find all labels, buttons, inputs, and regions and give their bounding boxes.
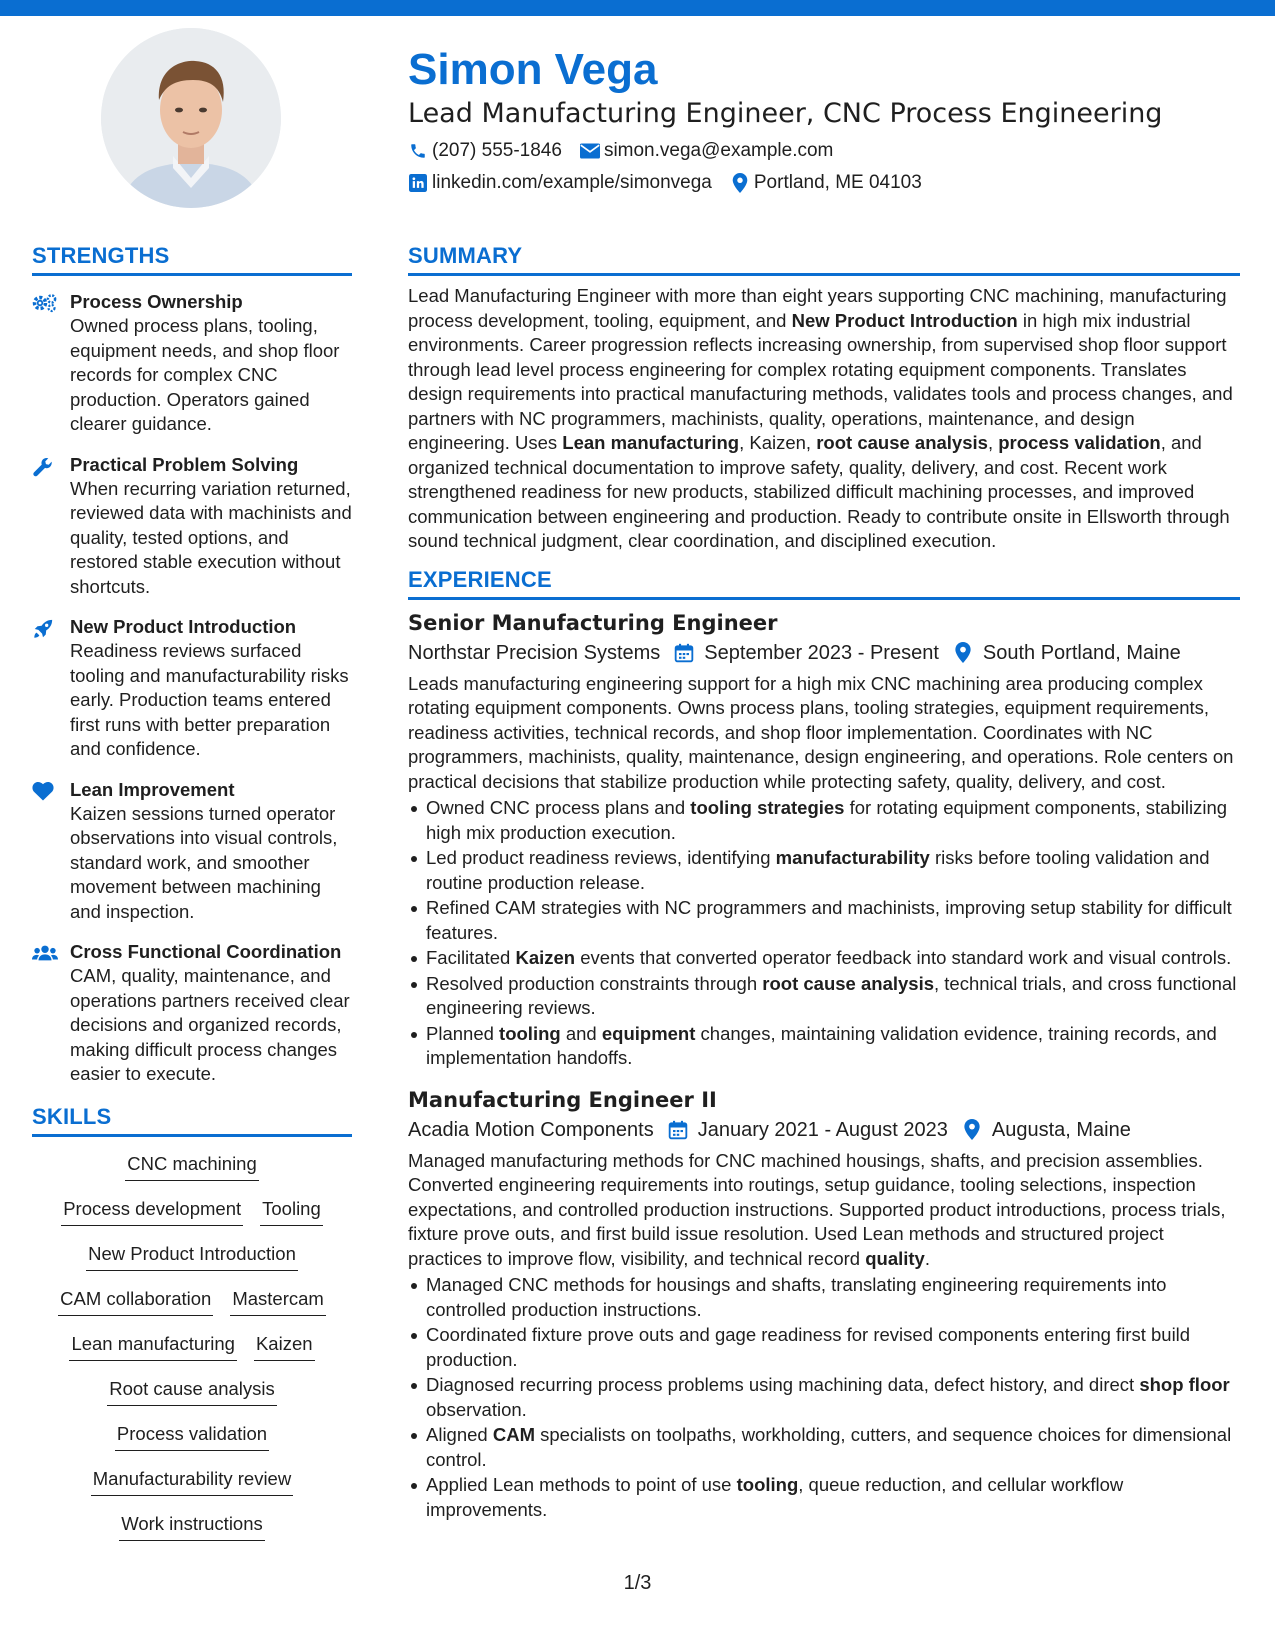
skill-tag: Lean manufacturing [69, 1331, 237, 1361]
experience-heading: EXPERIENCE [408, 566, 552, 592]
bold-text: New Product Introduction [791, 309, 1018, 331]
strength-title: New Product Introduction [70, 616, 297, 637]
bullet-item [408, 1473, 1240, 1522]
skill-tag: CAM collaboration [58, 1286, 213, 1316]
avatar [101, 28, 281, 208]
text-run: , Kaizen, [739, 432, 817, 453]
job-description: Leads manufacturing engineering support for a high mix CNC machining area producing complex rotating equipment components. Owns process plans, tooling strategies, equipment requirements, readiness activities, technical records, and shop floor implementation. Coordinates with NC programmers, machinists, quality, maintenance, design engineering, and operations. Role centers on practical decisions that stabilize production while protecting safety, quality, delivery, and cost. [408, 672, 1234, 792]
candidate-title: Lead Manufacturing Engineer, CNC Process Engineering [408, 98, 1163, 129]
section-divider [32, 1134, 352, 1137]
bullet-item [408, 1022, 1240, 1071]
section-divider [408, 597, 1240, 600]
skill-row [32, 1511, 352, 1556]
job-title: Senior Manufacturing Engineer [408, 610, 778, 635]
company-name: Northstar Precision Systems [408, 641, 661, 664]
page-number: 1/3 [623, 1572, 652, 1594]
skills-heading: SKILLS [32, 1103, 112, 1129]
summary-heading: SUMMARY [408, 243, 523, 268]
bullet-item [408, 946, 1240, 971]
strength-desc: Readiness reviews surfaced tooling and manufacturability risks early. Production teams entered first runs with better preparation and confidence. [70, 640, 349, 759]
skill-tag: Process validation [115, 1421, 269, 1451]
text-run: risks before tooling validation and routine production release. [426, 847, 1210, 893]
text-run: Resolved production constraints through [426, 972, 763, 994]
contact-row-2 [408, 170, 1238, 196]
bold-text: root cause analysis [816, 432, 988, 453]
strength-desc: When recurring variation returned, reviewed data with machinists and quality, tested options, and restored stable execution without shortcuts. [70, 477, 352, 597]
job-meta [408, 638, 1240, 668]
text-run: , [987, 432, 999, 453]
bold-text: tooling strategies [690, 797, 845, 818]
strength-desc: Owned process plans, tooling, equipment needs, and shop floor records for complex CNC production. Operators gained clearer guidance. [70, 315, 340, 434]
envelope-icon [580, 141, 600, 161]
text-run: Managed CNC methods for housings and shafts, translating engineering requirements into controlled production instructions. [426, 1274, 1167, 1320]
map-pin-icon [960, 1118, 984, 1142]
skill-tag: Work instructions [119, 1511, 265, 1541]
job-description [408, 1149, 1240, 1272]
gears-icon [32, 290, 70, 437]
calendar-icon [672, 641, 696, 665]
text-run: Managed manufacturing methods for CNC machined housings, shafts, and precision assemblies. Converted engineering requirements into routings, setup guidance, tooling selections, inspection expectations, and controlled production instructions. Supported product introductions, process trials, fixture prove outs, and first build issue resolution. Used Lean methods and structured project practices to improve flow, visibility, and technical record [408, 1149, 1226, 1269]
strength-title: Practical Problem Solving [70, 453, 299, 475]
text-run: Applied Lean methods to point of use [426, 1474, 737, 1495]
map-pin-icon [730, 173, 750, 193]
location-text: Portland, ME 04103 [753, 172, 922, 193]
skill-tag: New Product Introduction [86, 1241, 298, 1271]
text-run: . [924, 1247, 930, 1269]
bold-text: root cause analysis [762, 972, 935, 994]
text-run: , and organized technical documentation to improve safety, quality, delivery, and cost. Recent work strengthened readiness for new products, stabilized difficult machining processes, and improved communication between engineering and production. Ready to contribute onsite in Ellsworth through sound technical judgment, clear coordination, and disciplined execution. [408, 432, 1230, 551]
strength-title: Lean Improvement [70, 778, 235, 800]
summary-text [408, 284, 1240, 554]
text-run: in high mix industrial environments. Career progression reflects increasing ownership, from supervised shop floor support through lead level process engineering for complex rotating equipment components. Translates design requirements into practical manufacturing methods, validates tools and process changes, and partners with NC programmers, machinists, quality, operations, maintenance, and design engineering. Uses [408, 309, 1233, 453]
job-bullets [408, 796, 1240, 1071]
strengths-list [32, 290, 352, 1087]
text-run: Led product readiness reviews, identifying [426, 847, 776, 868]
bold-text: tooling [736, 1474, 799, 1495]
text-run: Coordinated fixture prove outs and gage readiness for revised components entering first build production. [426, 1324, 1191, 1370]
skill-row [32, 1421, 352, 1466]
strength-title: Cross Functional Coordination [70, 941, 342, 962]
top-accent-bar [0, 0, 1275, 16]
skill-row [32, 1331, 352, 1376]
candidate-name: Simon Vega [408, 45, 658, 94]
skills-list [32, 1151, 352, 1556]
skill-tag: Manufacturability review [91, 1466, 293, 1496]
strength-item [32, 615, 352, 762]
text-run: Facilitated [426, 947, 516, 968]
bold-text: Lean manufacturing [562, 432, 740, 453]
job-entry [408, 608, 1240, 1071]
text-run: changes, maintaining validation evidence, training records, and implementation handoffs. [426, 1022, 1217, 1068]
strength-item [32, 940, 352, 1087]
bold-text: quality [865, 1247, 925, 1269]
profile-photo [101, 28, 281, 208]
bold-text: equipment [601, 1022, 696, 1044]
job-location: Augusta, Maine [991, 1118, 1131, 1141]
bold-text: Kaizen [515, 947, 576, 968]
bullet-item [408, 1373, 1240, 1422]
skill-tag: Process development [61, 1196, 243, 1226]
bullet-item [408, 972, 1240, 1021]
job-entry [408, 1085, 1240, 1523]
text-run: Owned CNC process plans and [426, 797, 691, 818]
bullet-item [408, 1273, 1240, 1322]
text-run: and [560, 1022, 602, 1044]
skill-tag: Tooling [260, 1196, 323, 1226]
text-run: , technical trials, and cross functional engineering reviews. [426, 972, 1237, 1018]
skill-tag: Root cause analysis [107, 1376, 277, 1406]
calendar-icon [666, 1118, 690, 1142]
strength-desc: CAM, quality, maintenance, and operations partners received clear decisions and organized records, making difficult process changes easier to execute. [70, 965, 350, 1084]
bold-text: shop floor [1139, 1374, 1230, 1395]
skill-tag: CNC machining [125, 1151, 259, 1181]
text-run: Planned [426, 1022, 500, 1044]
job-location: South Portland, Maine [982, 641, 1181, 664]
wrench-icon [32, 453, 70, 600]
map-pin-icon [951, 641, 975, 665]
text-run: observation. [426, 1398, 527, 1420]
users-icon [32, 940, 70, 1087]
strength-title: Process Ownership [70, 291, 243, 312]
bullet-item [408, 796, 1240, 845]
linkedin-item [408, 170, 712, 196]
text-run: Diagnosed recurring process problems using machining data, defect history, and direct [426, 1374, 1140, 1395]
bullet-item [408, 1323, 1240, 1372]
skill-row [32, 1376, 352, 1421]
skill-row [32, 1151, 352, 1196]
skill-row [32, 1196, 352, 1241]
bullet-item [408, 1423, 1240, 1472]
bold-text: tooling [499, 1022, 561, 1044]
left-column [32, 242, 352, 1556]
phone-item [408, 138, 562, 164]
job-meta [408, 1115, 1240, 1145]
skill-row [32, 1286, 352, 1331]
skill-tag: Mastercam [230, 1286, 326, 1316]
phone-icon [408, 141, 428, 161]
strengths-heading: STRENGTHS [32, 243, 170, 268]
text-run: Refined CAM strategies with NC programmers and machinists, improving setup stability for difficult features. [426, 897, 1232, 943]
text-run: specialists on toolpaths, workholding, cutters, and sequence choices for dimensional control. [426, 1424, 1232, 1470]
skill-row [32, 1466, 352, 1511]
linkedin-icon [408, 173, 428, 193]
section-divider [32, 273, 352, 276]
linkedin-url[interactable]: linkedin.com/example/simonvega [432, 172, 712, 193]
job-bullets [408, 1273, 1240, 1522]
bullet-item [408, 896, 1240, 945]
location-item [730, 170, 922, 196]
phone-number[interactable]: (207) 555-1846 [432, 140, 562, 161]
contact-row-1 [408, 138, 1238, 164]
text-run: , queue reduction, and cellular workflow improvements. [426, 1474, 1124, 1520]
text-run: Aligned [426, 1424, 493, 1445]
resume-header [408, 44, 1238, 196]
skill-tag: Kaizen [254, 1331, 315, 1361]
text-run: events that converted operator feedback into standard work and visual controls. [575, 947, 1232, 968]
bold-text: process validation [998, 432, 1161, 453]
strength-item [32, 778, 352, 925]
bold-text: manufacturability [775, 847, 930, 868]
strength-item [32, 290, 352, 437]
section-divider [408, 273, 1240, 276]
strength-item [32, 453, 352, 600]
strength-desc: Kaizen sessions turned operator observations into visual controls, standard work, and smoother movement between machining and inspection. [70, 802, 338, 922]
text-run: Lead Manufacturing Engineer with more than eight years supporting CNC machining, manufacturing process development, tooling, equipment, and [408, 285, 1227, 331]
text-run: for rotating equipment components, stabilizing high mix production execution. [426, 797, 1228, 843]
email-item [580, 138, 833, 164]
heart-icon [32, 778, 70, 925]
job-title: Manufacturing Engineer II [408, 1087, 717, 1112]
bullet-item [408, 846, 1240, 895]
company-name: Acadia Motion Components [408, 1118, 654, 1141]
email-address[interactable]: simon.vega@example.com [603, 140, 834, 161]
bold-text: CAM [492, 1424, 535, 1445]
job-dates: September 2023 - Present [704, 641, 939, 664]
job-dates: January 2021 - August 2023 [697, 1118, 948, 1141]
right-column [408, 242, 1240, 1523]
rocket-icon [32, 615, 70, 762]
skill-row [32, 1241, 352, 1286]
